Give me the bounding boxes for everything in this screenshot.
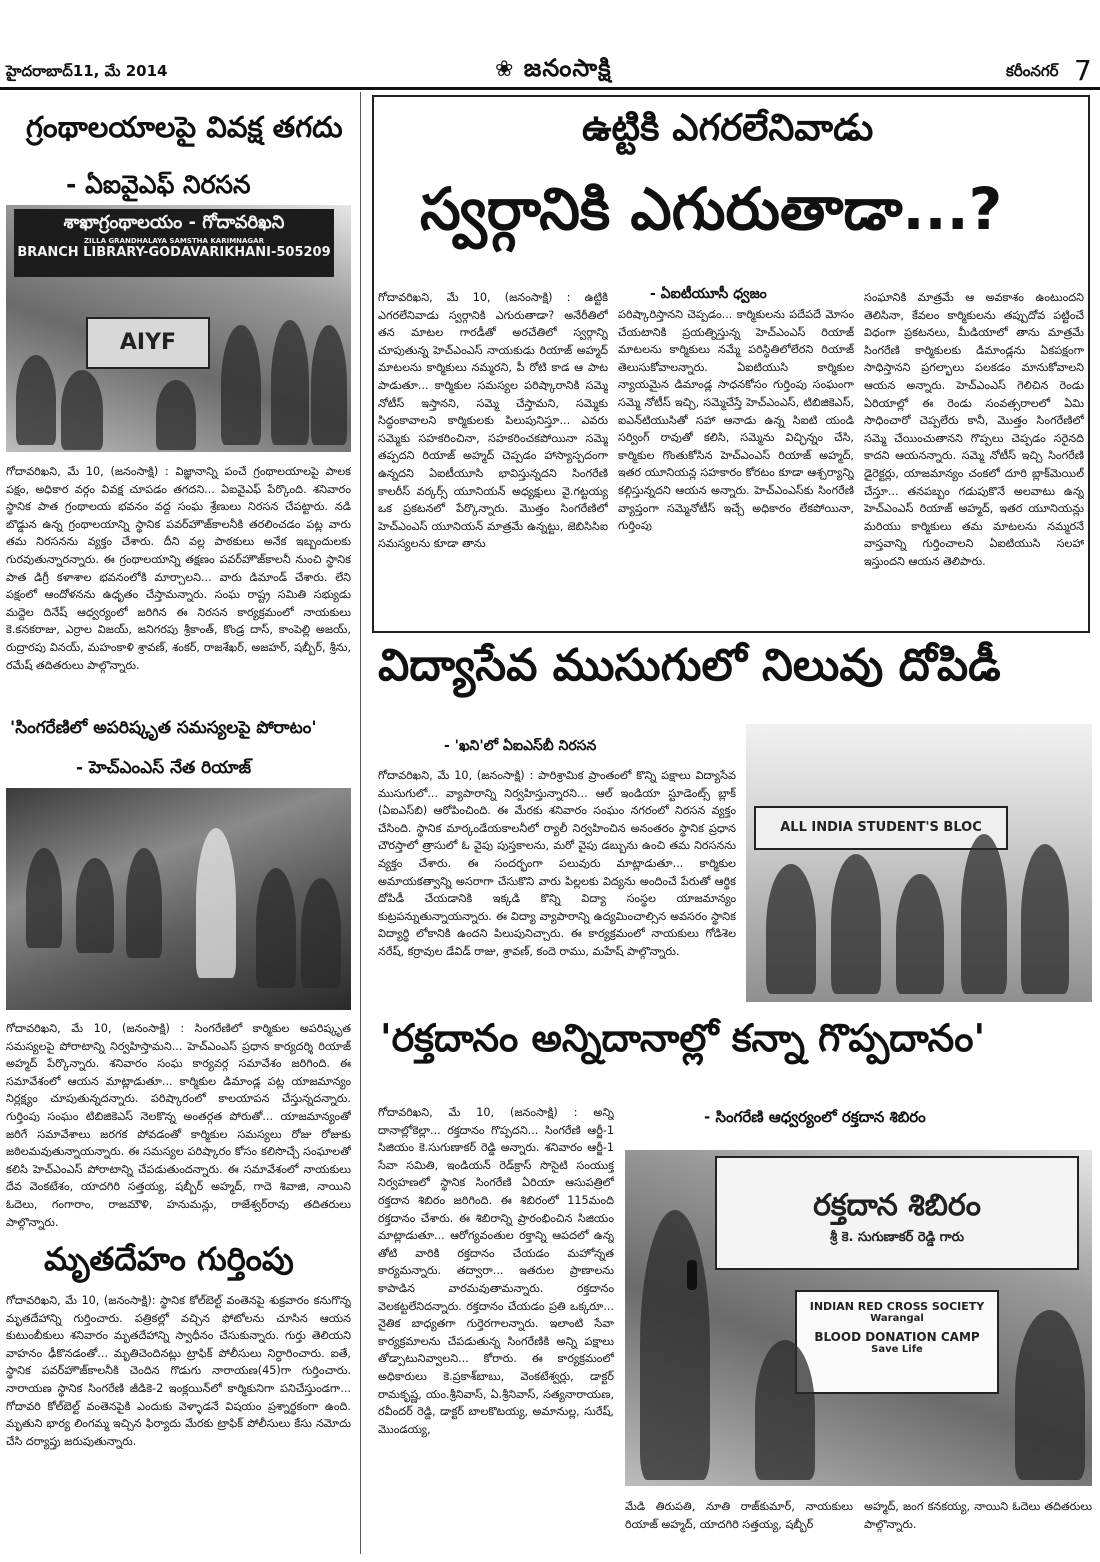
article5-photo [746, 724, 1092, 1002]
article4-subhead: - ఏఐటీయూసీ ధ్వజం [650, 286, 767, 302]
article1-subhead: - ఏఐవైఎఫ్ నిరసన [66, 170, 251, 199]
guest-figure [755, 1340, 815, 1480]
article5-body: గోదావరిఖని, మే 10, (జనంసాక్షి) : పారిశ్రామిక ప్రాంతంలో కొన్ని పక్షాలు విద్యాసేవ ముసుగులో... వ్యాపారాన్ని నిర్వహిస్తున్నారని... ఆల్ ఇండియా స్టూడెంట్స్ బ్లాక్ (ఏఐఎస్‌బి) ఆరోపించింది. ఈ మేరకు శనివారం సంఘం నగరంలో నిరసన వ్యక్తం చేసింది. స్థానిక మార్కండేయకాలనీలో ర్యాలీ నిర్వహించిన అనంతరం స్థానిక ప్రధాన చౌరస్తాలో త్రాసులో ఓ వైపు పుస్తకాలను, మరో వైపు డబ్బును ఉంచి తమ నిరసనను వ్యక్తం చేశారు. ఈ సందర్భంగా పలువురు మాట్లాడుతూ... కార్మికుల అమాయకత్వాన్ని అసరాగా చేసుకొని వారు పిల్లలకు విద్యను అందించే పేరుతో ఆర్థిక దోపిడీ చేయడానికి ఇక్కడి కొన్ని విద్యా సంస్థల యాజమాన్యం కుట్రపన్నుతున్నాయన్నారు. ఈ విద్యా వ్యాపారాన్ని ఉద్యమించాల్సిన అవసరం స్థానిక విద్యార్థి లోకానికి ఉందని పిలుపునిచ్చారు. ఈ కార్యక్రమంలో నాయకులు గోడిశెల నరేష్, కర్రావుల డేవిడ్ రాజు, శ్రావణ్, కందె రాము, మహేష్ పాల్గొన్నారు. [378, 769, 736, 958]
camp-banner-name: శ్రీ కె. సుగుణాకర్ రెడ్డి గారు [830, 1230, 964, 1245]
speaker-figure [640, 1210, 710, 1480]
header-rule [0, 87, 1100, 90]
article6-photo [625, 1150, 1092, 1486]
aiyf-banner [86, 317, 210, 369]
student-figure [831, 854, 881, 994]
article4-kicker: ఉట్టికి ఎగరలేనివాడు [582, 106, 874, 149]
student-figure [961, 834, 1007, 994]
library-sign-small: ZILLA GRANDHALAYA SAMSTHA KARIMNAGAR [83, 237, 264, 245]
library-sign [14, 209, 334, 277]
column-divider [360, 92, 361, 1554]
page-date: హైదరాబాద్11, మే 2014 [6, 62, 168, 80]
article1-photo [6, 205, 351, 452]
protester-figure [61, 370, 103, 450]
redcross-name: INDIAN RED CROSS SOCIETY [809, 1300, 985, 1313]
camp-slogan: Save Life [871, 1344, 923, 1355]
article5-headline: విద్యాసేవ ముసుగులో నిలువు దోపిడీ [378, 640, 1001, 691]
article6-body: గోదావరిఖని, మే 10, (జనంసాక్షి) : అన్ని దానాల్లోకెల్లా... రక్తదానం గొప్పదని... సింగరేణి ఆర్జీ-1 సిజియం కె.సుగుణాకర్ రెడ్డి అన్నారు. శనివారం ఆర్జీ-1 సేవా సమితి, ఇండియన్ రెడ్‌క్రాస్ సొసైటి సంయుక్త నిర్వహణలో స్థానిక సింగరేణి ఏరియా ఆసుపత్రిలో రక్తదాన శిబిరం జరిగింది. ఈ శిబిరంలో 115మంది రక్తదానం చేశారు. ఈ శిబిరాన్ని ప్రారంభించిన సిజియం మాట్లాడుతూ... ఆరోగ్యవంతుల రక్తాన్ని ఆపదలో ఉన్న తోటి వారికి రక్తదానం చేయడం మహోన్నత కార్యమన్నారు. తద్వారా... ఇతరుల ప్రాణాలను కాపాడిన వారమవుతామన్నారు. రక్తదానం వెలకట్టలేనిదన్నారు. రక్తదానం చేయడం ప్రతి ఒక్కరూ... నైతిక బాధ్యతగా గుర్తెరగాలన్నారు. ఇలాంటి సేవా కార్యక్రమాలను చేపడుతున్న సింగరేణికి అన్ని పక్షాలు తోడ్పాటునివ్వాలని... కోరారు. ఈ కార్యక్రమంలో అధికారులు కె.ప్రకాశ్‌బాబు, వెంకటేశ్వర్లు, డాక్టర్ రామకృష్ణ, యం.శ్రీనివాస్, ఏ.శ్రీనివాస్, సత్యనారాయణ, రవీందర్ రెడ్డి, డాక్టర్ బాలకొటయ్య, అమానుల్ల, సురేష్, మొండయ్య, [378, 1106, 614, 1436]
newspaper-logo [495, 54, 612, 88]
edition-name: కరీంనగర్ [1006, 62, 1059, 80]
attendee-figure [26, 848, 62, 948]
logo-icon: ❀ [495, 57, 515, 82]
article5-subhead: - 'ఖని'లో ఏఐఎస్‌బీ నిరసన [444, 738, 597, 754]
microphone-icon [687, 1260, 697, 1290]
redcross-location: Warangal [870, 1313, 924, 1324]
article2-headline: 'సింగరేణిలో అపరిష్కృత సమస్యలపై పోరాటం' [10, 718, 317, 738]
article3-headline: మృతదేహం గుర్తింపు [44, 1240, 294, 1278]
aisb-banner-text: ALL INDIA STUDENT'S BLOC [780, 820, 982, 835]
attendee-figure [126, 848, 162, 958]
protester-figure [156, 380, 196, 450]
redcross-banner [795, 1290, 999, 1394]
newspaper-name: జనంసాక్షి [523, 54, 612, 82]
protester-figure [271, 320, 309, 445]
article6-tail-col2: అహ్మద్, జంగ కనకయ్య, నాయిని ఓదెలు తదితరులు పాల్గొన్నారు. [864, 1500, 1092, 1531]
attendee-figure [196, 828, 236, 978]
article6-headline: 'రక్తదానం అన్నిదానాల్లో కన్నా గొప్పదానం' [380, 1016, 986, 1060]
protester-figure [16, 355, 56, 445]
article4-headline: స్వర్గానికి ఎగురుతాడా...? [420, 175, 1003, 243]
library-sign-telugu: శాఖాగ్రంథాలయం - గోదావరిఖని [63, 212, 285, 233]
guest-figure [1015, 1310, 1085, 1480]
article3-body: గోదావరిఖని, మే 10, (జనంసాక్షి): స్థానిక కోల్‌బెల్ట్ వంతెనపై శుక్రవారం కనుగొన్న మృతదేహాన్ని గుర్తించారు. పత్రికల్లో వచ్చిన ఫోటోలను చూసిన ఆయన కుటుంబీకులు శనివారం మృతదేహాన్ని స్వాధీనం చేసుకున్నారు. గుర్తు తెలియని వాహనం ఢీకొనడంతో... మృతిచెందినట్లు ట్రాఫిక్ పోలీసులు నిర్ధారించారు. ఐతే, స్థానిక పవర్‌హౌజ్‌కాలనీకి చెందిన గొడుగు నారాయణ(45)గా గుర్తించారు. నారాయణ స్థానిక సింగరేణి జీడికె-2 ఇంక్లయిన్‌లో కార్మికునిగా పనిచేస్తుండగా... గోదావరి కోల్‌బెల్ట్ వంతెనపైకి ఎందుకు వెళ్ళాడనే విషయం ప్రశ్నార్థకంగా ఉంది. మృతుని భార్య లింగమ్మ ఇచ్చిన ఫిర్యాదు మేరకు ట్రాఫిక్ పోలీసులు కేసు నమోదు చేసి దర్యాప్తు జరుపుతున్నారు. [6, 1294, 351, 1448]
article4-col2: పరిష్కారిస్తానని చెప్పడం... కార్మికులను పదేపదే మోసం చేయటానికి ప్రయత్నిస్తున్న హెచ్‌ఎంఎస్ రియాజ్ మాటలను కార్మికులు నమ్మే పరిస్థితిలోలేరని రియాజ్ తెలుసుకోవాలన్నారు. ఏఐటియుసి కార్మికుల న్యాయమైన డిమాండ్ల సాధనకోసం గుర్తింపు సంఘంగా సమ్మె నోటీస్ ఇచ్చి, సమ్మెచేస్తే హెచ్‌ఎంఎస్, టిబిజికెఎస్, ఐఎన్‌టియుసితో సహా ఆనాడు ఉన్న సిఐటి యండి సర్వింగ్ రావుతో కలిసి, సమ్మెను విచ్ఛిన్నం చేసి, కార్మికుల గొంతుకోసిన హెచ్‌ఎంఎస్ రియాజ్ అహ్మద్, ఇతర యూనియన్ల సహకారం కోరటం కూడా ఆశ్చర్యాన్ని కల్గిస్తున్నదని ఆయన అన్నారు. హెచ్‌ఎంఎస్‌కు సింగరేణి వ్యాప్తంగా సమ్మెనోటీస్ ఇచ్చే అధికారం లేకపోయినా, గుర్తింపు [618, 308, 854, 533]
article1-headline: గ్రంథాలయాలపై వివక్ష తగదు [26, 110, 343, 144]
article4-col1: గోదావరిఖని, మే 10, (జనంసాక్షి) : ఉట్టికి ఎగరలేనివాడు స్వర్గానికి ఎగురుతాడా? అనేరీతిలో తన మాటల గారడీతో అరచేతిలో స్వర్గాన్ని చూపుతున్న హెచ్‌ఎంఎస్ నాయకుడు రియాజ్ అహ్మద్ మాటలను కార్మికులు నమ్మరని, పీ రోటి కాడ ఆ పాట పాడుతూ... కార్మికుల సమస్యల పరిష్కారానికి సమ్మె నోటీస్ ఇస్తానని, సమ్మె చేస్తామని, సమ్మెకు సిద్ధంకావాలని కార్మికులకు పిలుపునిస్తూ... ఎవరు సమ్మెకు సహకరించినా, సహకరించకపోయినా సమ్మె తప్పదని రియాజ్ అహ్మద్ చెప్పడం హాస్యాస్పదంగా ఉన్నదని ఏఐటీయూసి భావిస్తున్నదని సింగరేణి కాలరీస్ వర్కర్స్ యూనియన్ అధ్యక్షులు వై.గట్టయ్య ఒక ప్రకటనలో పేర్కొన్నారు. మొత్తం సింగరేణిలో హెచ్‌ఎంఎస్ యూనియన్ మాత్రమే ఉన్నట్టు, జెబిసిసిఐ సమస్యలను కూడా తాను [378, 291, 608, 551]
article6-subhead: - సింగరేణి ఆధ్వర్యంలో రక్తదాన శిబిరం [704, 1108, 926, 1126]
attendee-figure [76, 858, 114, 953]
attendee-figure [301, 878, 341, 988]
camp-banner-title: రక్తదాన శిబిరం [813, 1188, 981, 1223]
protester-figure [221, 325, 261, 445]
article4-col3: సంఘానికి మాత్రమే ఆ అవకాశం ఉంటుందని తెలిసినా, కేవలం కార్మికులను తప్పుదోవ పట్టించే విధంగా ప్రకటనలు, మీడియాలో తాను మాత్రమే సింగరేణి కార్మికులకు డిమాండ్లను ఏకపక్షంగా సాధిస్తానని ప్రగల్భాలు పలకడం మానుకోవాలని ఆయన అన్నారు. హెచ్‌ఎంఎస్ గెలిచిన రెండు ఏరియాల్లో ఈ రెండు సంవత్సరాలలో ఏమి సాధించారో చెప్పలేరు కానీ, మొత్తం సింగరేణిలో సమ్మె చేయించుతానని గొప్పలు చెప్పడం సరైనది కాదని ఆయనన్నారు. సమ్మె నోటీస్ ఇచ్చి సింగరేణి డైరెక్టర్లు, యాజమాన్యం చంకలో దూరి బ్లాక్‌మెయిల్ చేస్తూ... తనపబ్బం గడుపుకొనే అలవాటు ఉన్న హెచ్‌ఎంఎస్ రియాజ్ అహ్మద్, ఇతర యూనియన్లు మరియు కార్మికులు తమ మాటలను నమ్మరనే వాస్తవాన్ని గుర్తించాలని ఏఐటియుసి సలహా ఇస్తుందని ఆయన తెలిపారు. [864, 291, 1084, 568]
student-figure [1021, 844, 1069, 994]
protester-figure [311, 325, 347, 445]
article1-body: గోదావరిఖని, మే 10, (జనంసాక్షి) : విజ్ఞానాన్ని పంచే గ్రంథాలయాలపై పాలక పక్షం, అధికార వర్గం వివక్ష చూపడం తగదని... ఏఐవైఎఫ్ పేర్కొంది. శనివారం స్థానిక పాత గ్రంథాలయ భవనం వద్ద సంఘ శ్రేణులు నిరసన చేపట్టారు. నడి బొడ్డున ఉన్న గ్రంథాలయాన్ని స్థానిక పవర్‌హౌజ్‌కాలనీకి తరలించడం పట్ల వారు తమ నిరసనను వ్యక్తం చేశారు. దీని వల్ల పాఠకులు అనేక ఇబ్బందులకు గురవుతున్నారన్నారు. ఈ గ్రంథాలయాన్ని తక్షణం పవర్‌హౌజ్‌కాలనీ నుంచి స్థానిక పాత డిగ్రీ కళాశాల భవనంలోకి మార్చాలని... వారు డిమాండ్ చేశారు. లేని పక్షంలో ఆందోళనను ఉధృతం చేస్తామన్నారు. సంఘ రాష్ట్ర సమితి సభ్యుడు మద్దెల దినేష్ ఆధ్వర్యంలో జరిగిన ఈ నిరసన కార్యక్రమంలో నాయకులు కె.కనకరాజు, ఎర్రాల విజయ్, జనిగరపు శ్రీకాంత్, కొండ్ర దాస్, కాంపెల్లి అజయ్, రుద్రారపు వినయ్, మహంకాళి శ్రావణ్, శంకర్, రాజశేఖర్, అజహర్, షబ్బీర్, శ్రీను, రమేష్ తదితరులు పాల్గొన్నారు. [6, 465, 351, 672]
article2-photo [6, 788, 351, 1010]
article2-body: గోదావరిఖని, మే 10, (జనంసాక్షి) : సింగరేణిలో కార్మికుల అపరిష్కృత సమస్యలపై పోరాటాన్ని నిర్వహిస్తామని... హెచ్‌ఎంఎస్ ప్రధాన కార్యదర్శి రియాజ్ అహ్మద్ పేర్కొన్నారు. శనివారం సంఘ కార్యవర్గ సమావేశం జరిగింది. ఈ సమావేశంలో ఆయన మాట్లాడుతూ... కార్మికుల డిమాండ్ల పట్ల యాజమాన్యం నిర్లక్ష్యం చూపుతున్నదన్నారు. పరిష్కారంలో కాలయాపన చేస్తున్నదన్నారు. గుర్తింపు సంఘం టిబిజికెఎస్ నెలకొన్న అంతర్గత పోరుతో... యాజమాన్యంతో జరిగే సమావేశాలు జరగక పోవడంతో కార్మికుల సమస్యలు రోజు రోజుకు జఠిలమవుతున్నాయన్నారు. ఈ సమస్యల పరిష్కారం కోసం కలిసొచ్చే సంఘాలతో కలిసి హెచ్‌ఎంఎస్ పోరాటాన్ని చేపడుతుందన్నారు. ఈ సమావేశంలో నాయకులు దేవ వెంకటేశం, యాదగిరి సత్తయ్య, షబ్బీర్ అహ్మద్, గాదె శివాజి, నాయిని ఓదెలు, గంగారాం, రాజమౌళి, హనుమన్లు, రాజేశ్వర్‌రావు తదితరులు పాల్గొన్నారు. [6, 1022, 351, 1229]
camp-name: BLOOD DONATION CAMP [814, 1330, 980, 1344]
attendee-figure [256, 868, 296, 988]
aisb-banner [754, 806, 1008, 850]
article2-subhead: - హెచ్‌ఎంఎస్ నేత రియాజ్ [76, 758, 252, 778]
student-figure [766, 864, 816, 994]
camp-banner [715, 1156, 1079, 1270]
library-sign-english: BRANCH LIBRARY-GODAVARIKHANI-505209 [17, 245, 331, 260]
student-figure [896, 874, 944, 994]
article6-tail-col1: మేడి తిరుపతి, నూతి రాజ్‌కుమార్, నాయకులు రియాజ్ అహ్మద్, యాదగిరి సత్తయ్య, షబ్బీర్ [625, 1500, 853, 1531]
aiyf-banner-text: AIYF [119, 330, 177, 355]
page-number: 7 [1074, 54, 1092, 87]
